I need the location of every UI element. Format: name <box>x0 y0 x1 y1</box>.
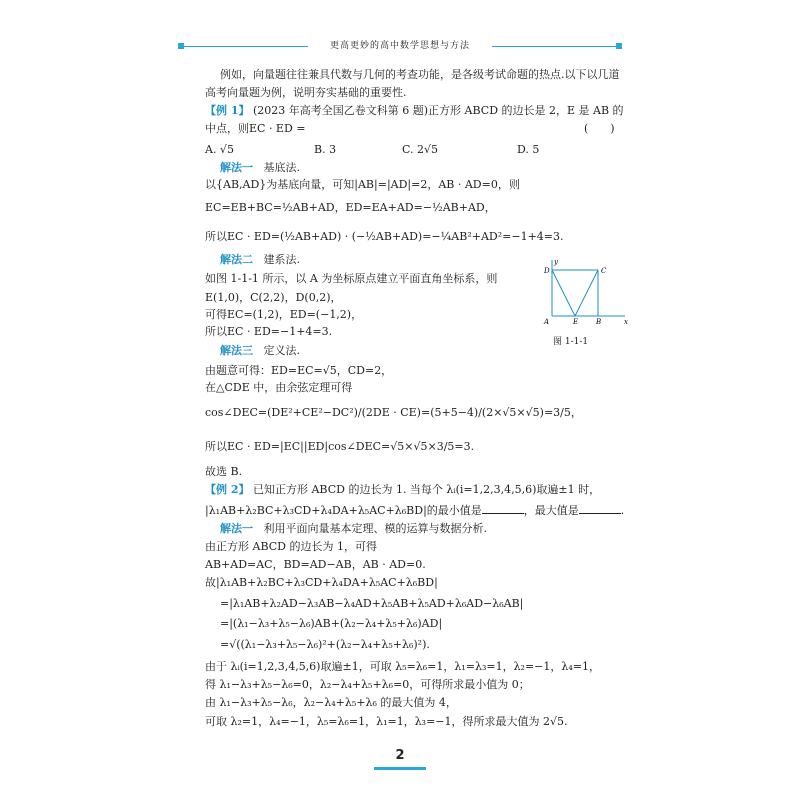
option-b: B. 3 <box>314 143 337 156</box>
segment-ec <box>575 270 598 316</box>
answer-blank-max <box>579 503 621 514</box>
solution-2-label: 解法二 <box>220 253 253 266</box>
solution-3-line-1: 由题意可得：ED=EC=√5，CD=2， <box>205 364 393 377</box>
solution-1-line-2: EC=EB+BC=½AB+AD，ED=EA+AD=−½AB+AD， <box>205 201 496 214</box>
example-2-solution-label: 解法一 <box>220 522 253 535</box>
label-a: A <box>544 318 550 326</box>
option-d: D. 5 <box>517 143 540 156</box>
solution-1-line-1: 以{AB,AD}为基底向量，可知|AB|=|AD|=2，AB · AD=0，则 <box>205 178 520 191</box>
solution-2-line-3: 可得EC=(1,2)，ED=(−1,2)， <box>205 308 363 321</box>
solution-3-conclusion: 故选 B. <box>205 465 243 478</box>
example-2-line-6: =|λ₁AB+λ₂AD−λ₃AB−λ₄AD+λ₅AB+λ₅AD+λ₆AD−λ₆AB| <box>220 597 524 610</box>
solution-2-line-2: E(1,0)，C(2,2)，D(0,2)， <box>205 291 342 304</box>
example-1-line-2: 中点，则EC · ED = <box>205 122 306 135</box>
example-2-line-8: =√((λ₁−λ₃+λ₅−λ₆)²+(λ₂−λ₄+λ₅+λ₆)²). <box>220 638 430 651</box>
example-2-solution-title: 利用平面向量基本定理、模的运算与数据分析. <box>263 522 487 535</box>
example-2-line-10: 得 λ₁−λ₃+λ₅−λ₆=0，λ₂−λ₄+λ₅+λ₆=0，可得所求最小值为 0； <box>205 678 530 691</box>
solution-3-line-4: 所以EC · ED=|EC||ED|cos∠DEC=√5×√5×3/5=3. <box>205 440 475 453</box>
answer-bracket: ( ) <box>584 122 615 135</box>
example-2-expression: |λ₁AB+λ₂BC+λ₃CD+λ₄DA+λ₅AC+λ₆BD|的最小值是 <box>205 504 482 517</box>
solution-3-label: 解法三 <box>220 344 253 357</box>
label-b: B <box>596 318 602 326</box>
solution-1-title: 基底法. <box>263 161 300 174</box>
example-2-line-5: 故|λ₁AB+λ₂BC+λ₃CD+λ₄DA+λ₅AC+λ₆BD| <box>205 576 438 589</box>
header-right-marker <box>616 43 622 49</box>
example-2-line-11: 由 λ₁−λ₃+λ₅−λ₆，λ₂−λ₄+λ₅+λ₆ 的最大值为 4， <box>205 696 457 709</box>
example-2-label: 【例 2】 <box>205 483 250 496</box>
solution-1-heading <box>220 161 300 175</box>
solution-2-line-4: 所以EC · ED=−1+4=3. <box>205 325 333 338</box>
solution-2-title: 建系法. <box>263 253 300 266</box>
intro-line-2: 高考向量题为例，说明夯实基础的重要性. <box>205 86 407 99</box>
solution-3-line-2: 在△CDE 中，由余弦定理可得 <box>205 381 353 394</box>
solution-3-heading <box>220 344 300 358</box>
solution-1-line-3: 所以EC · ED=(½AB+AD) · (−½AB+AD)=−¼AB²+AD²=−1+4=3. <box>205 230 564 243</box>
figure-caption: 图 1-1-1 <box>553 337 589 347</box>
solution-3-title: 定义法. <box>263 344 300 357</box>
example-2-text: 已知正方形 ABCD 的边长为 1. 当每个 λᵢ(i=1,2,3,4,5,6)取遍±1 时， <box>252 483 601 496</box>
example-1-label: 【例 1】 <box>205 104 250 117</box>
segment-ed <box>552 270 575 316</box>
example-2-line-1 <box>205 483 600 497</box>
running-header <box>178 40 622 54</box>
label-y: y <box>554 258 558 266</box>
example-2-line-2 <box>205 503 624 518</box>
example-2-line-3: 由正方形 ABCD 的边长为 1，可得 <box>205 540 377 553</box>
example-2-solution-heading <box>220 522 487 536</box>
header-title: 更高更妙的高中数学思想与方法 <box>308 40 492 53</box>
solution-2-heading <box>220 253 300 267</box>
example-1-line-1 <box>205 104 624 118</box>
option-a: A. √5 <box>205 143 234 156</box>
example-2-line-9: 由于 λᵢ(i=1,2,3,4,5,6)取遍±1，可取 λ₅=λ₆=1，λ₁=λ₃=1，λ₂=−1，λ₄=1， <box>205 660 600 673</box>
intro-line-1: 例如，向量题往往兼具代数与几何的考查功能，是各级考试命题的热点.以下以几道 <box>220 68 620 81</box>
page-number: 2 <box>395 748 405 763</box>
option-c: C. 2√5 <box>402 143 439 156</box>
example-2-line-12: 可取 λ₂=1，λ₄=−1，λ₅=λ₆=1，λ₁=1，λ₃=−1，得所求最大值为 2√5. <box>205 715 568 728</box>
answer-blank-min <box>482 503 524 514</box>
label-d: D <box>544 267 550 275</box>
solution-3-line-3: cos∠DEC=(DE²+CE²−DC²)/(2DE · CE)=(5+5−4)/(2×√5×√5)=3/5， <box>205 406 582 419</box>
example-2-period: . <box>620 504 625 517</box>
solution-1-label: 解法一 <box>220 161 253 174</box>
example-1-text: (2023 年高考全国乙卷文科第 6 题)正方形 ABCD 的边长是 2，E 是 AB 的 <box>252 104 624 117</box>
header-left-marker <box>178 43 184 49</box>
example-2-line-4: AB+AD=AC，BD=AD−AB，AB · AD=0. <box>205 558 426 571</box>
label-x: x <box>624 318 628 326</box>
solution-2-line-1: 如图 1-1-1 所示，以 A 为坐标原点建立平面直角坐标系，则 <box>205 272 498 285</box>
label-c: C <box>601 267 607 275</box>
example-2-max-text: ，最大值是 <box>523 504 579 517</box>
label-e: E <box>573 318 579 326</box>
page-number-underline <box>374 767 426 770</box>
example-2-line-7: =|(λ₁−λ₃+λ₅−λ₆)AB+(λ₂−λ₄+λ₅+λ₆)AD| <box>220 617 443 630</box>
